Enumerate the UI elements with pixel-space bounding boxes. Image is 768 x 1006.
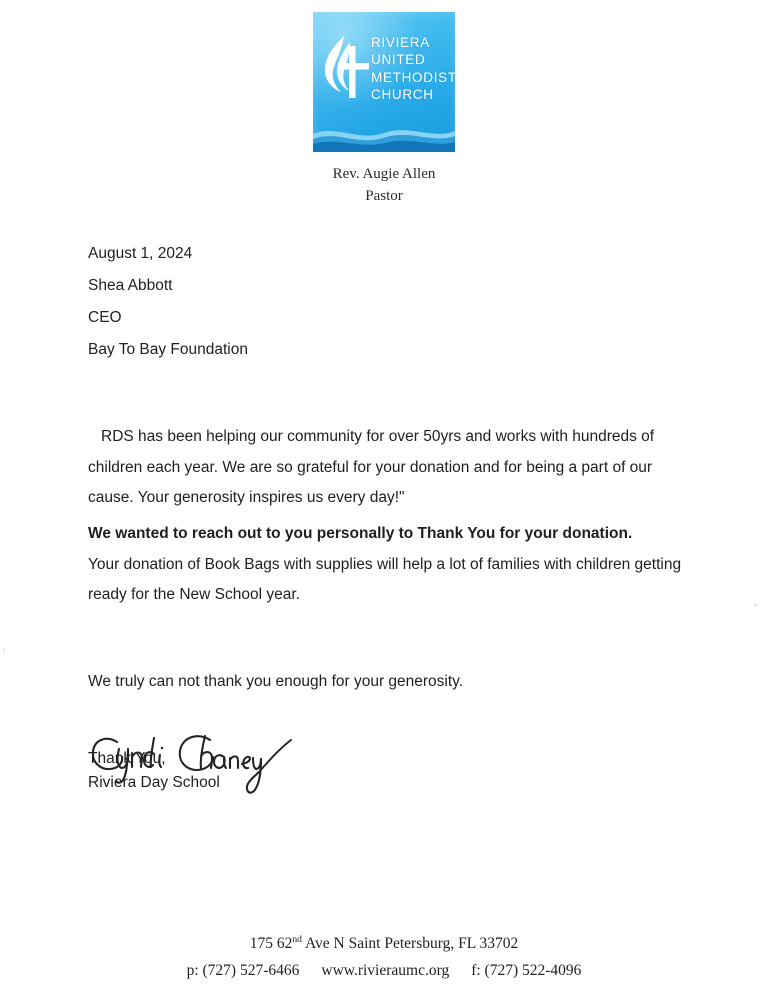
recipient-name: Shea Abbott [88, 277, 173, 295]
pastor-title: Pastor [365, 187, 403, 204]
pastor-block [0, 164, 768, 208]
wave-graphic-icon [313, 118, 455, 152]
footer-address [0, 930, 768, 957]
footer-fax: f: (727) 522-4096 [471, 961, 582, 979]
footer-website[interactable]: www.rivieraumc.org [321, 961, 450, 979]
letter-date: August 1, 2024 [88, 245, 193, 262]
cross-and-flame-icon [319, 32, 373, 104]
logo-line-4: CHURCH [371, 86, 434, 102]
recipient-title: CEO [88, 309, 122, 327]
addressee-block [88, 238, 688, 366]
scan-artifact-right [754, 604, 757, 607]
church-logo [313, 12, 455, 152]
pastor-name: Rev. Augie Allen [332, 166, 436, 182]
footer-address-rest: Ave N Saint Petersburg, FL 33702 [301, 934, 519, 952]
logo-line-3: METHODIST [371, 69, 457, 85]
logo-line-2: UNITED [371, 52, 426, 68]
logo-line-1: RIVIERA [371, 35, 430, 50]
logo-wordmark [371, 34, 457, 103]
letterhead [0, 12, 768, 208]
closing-block [88, 747, 688, 795]
footer-contact [0, 957, 768, 984]
letter-footer [0, 930, 768, 984]
footer-address-ordinal: nd [292, 933, 302, 945]
paragraph-book-bags: Your donation of Book Bags with supplies will help a lot of families with children getting ready for the New School year. [88, 555, 682, 604]
paragraph-thank-you: We wanted to reach out to you personally to Thank You for your donation. [88, 525, 633, 543]
recipient-organization: Bay To Bay Foundation [88, 341, 248, 359]
paragraph-intro: RDS has been helping our community for over 50yrs and works with hundreds of children each year. We are so grateful for your donation and for being a part of our cause. Your generosity inspires us every day!" [88, 428, 655, 507]
footer-address-number: 175 62 [249, 934, 293, 952]
scan-artifact-left [3, 648, 5, 653]
closing-organization: Riviera Day School [88, 773, 220, 791]
footer-phone: p: (727) 527-6466 [186, 961, 300, 979]
paragraph-final: We truly can not thank you enough for your generosity. [88, 672, 464, 690]
letter-content [88, 238, 688, 795]
closing-salutation: Thank You, [88, 749, 166, 767]
letter-body [88, 422, 688, 697]
